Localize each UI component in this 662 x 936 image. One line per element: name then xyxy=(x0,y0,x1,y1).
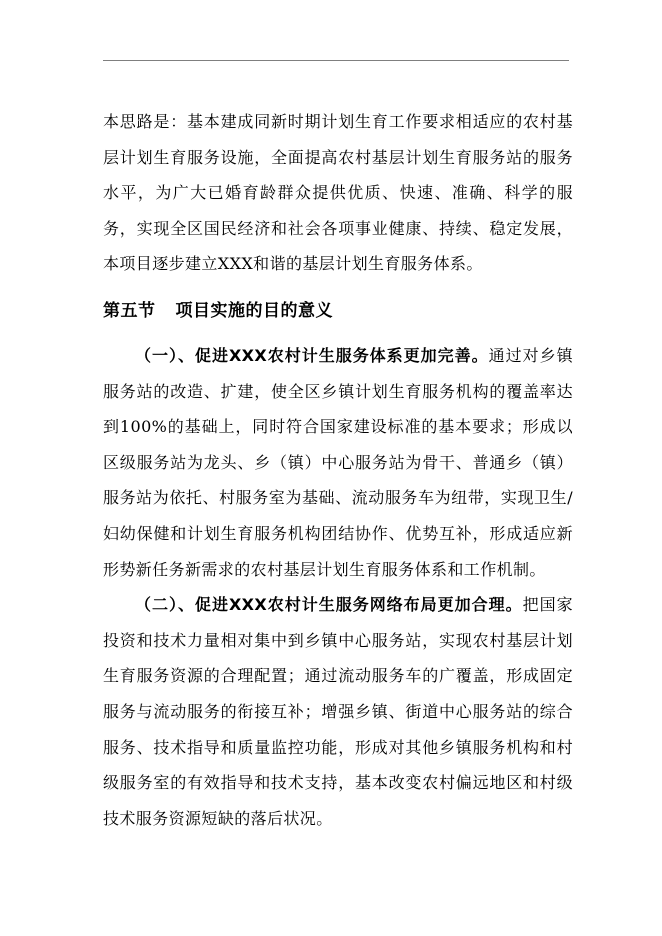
item-paragraph-1 xyxy=(103,338,573,587)
item-body-2: 把国家投资和技术力量相对集中到乡镇中心服务站，实现农村基层计划生育服务资源的合理配置；通过流动服务车的广覆盖，形成固定服务与流动服务的衔接互补；增强乡镇、街道中心服务站的综合服务、技术指导和质量监控功能，形成对其他乡镇服务机构和村级服务室的有效指导和技术支持，基本改变农村偏远地区和村级技术服务资源短缺的落后状况。 xyxy=(103,595,574,828)
section-number: 第五节 xyxy=(103,300,156,321)
item-body-1: 通过对乡镇服务站的改造、扩建，使全区乡镇计划生育服务机构的覆盖率达到100%的基础上，同时符合国家建设标准的基本要求；形成以区级服务站为龙头、乡（镇）中心服务站为骨干、普通乡（镇）服务站为依托、村服务室为基础、流动服务车为纽带，实现卫生/妇幼保健和计划生育服务机构团结协作、优势互补，形成适应新形势新任务新需求的农村基层计划生育服务体系和工作机制。 xyxy=(103,345,573,579)
item-paragraph-2 xyxy=(103,587,573,836)
header-rule xyxy=(103,60,569,61)
section-title: 项目实施的目的意义 xyxy=(175,300,333,321)
section-heading xyxy=(103,282,573,338)
item-lead-1: （一）、促进XXX农村计生服务体系更加完善。 xyxy=(135,345,489,365)
item-lead-2: （二）、促进XXX农村计生服务网络布局更加合理。 xyxy=(135,595,523,615)
document-body xyxy=(103,104,573,836)
intro-paragraph: 本思路是：基本建成同新时期计划生育工作要求相适应的农村基层计划生育服务设施，全面提高农村基层计划生育服务站的服务水平，为广大已婚育龄群众提供优质、快速、准确、科学的服务，实现全区国民经济和社会各项事业健康、持续、稳定发展，本项目逐步建立XXX和谐的基层计划生育服务体系。 xyxy=(103,112,573,274)
